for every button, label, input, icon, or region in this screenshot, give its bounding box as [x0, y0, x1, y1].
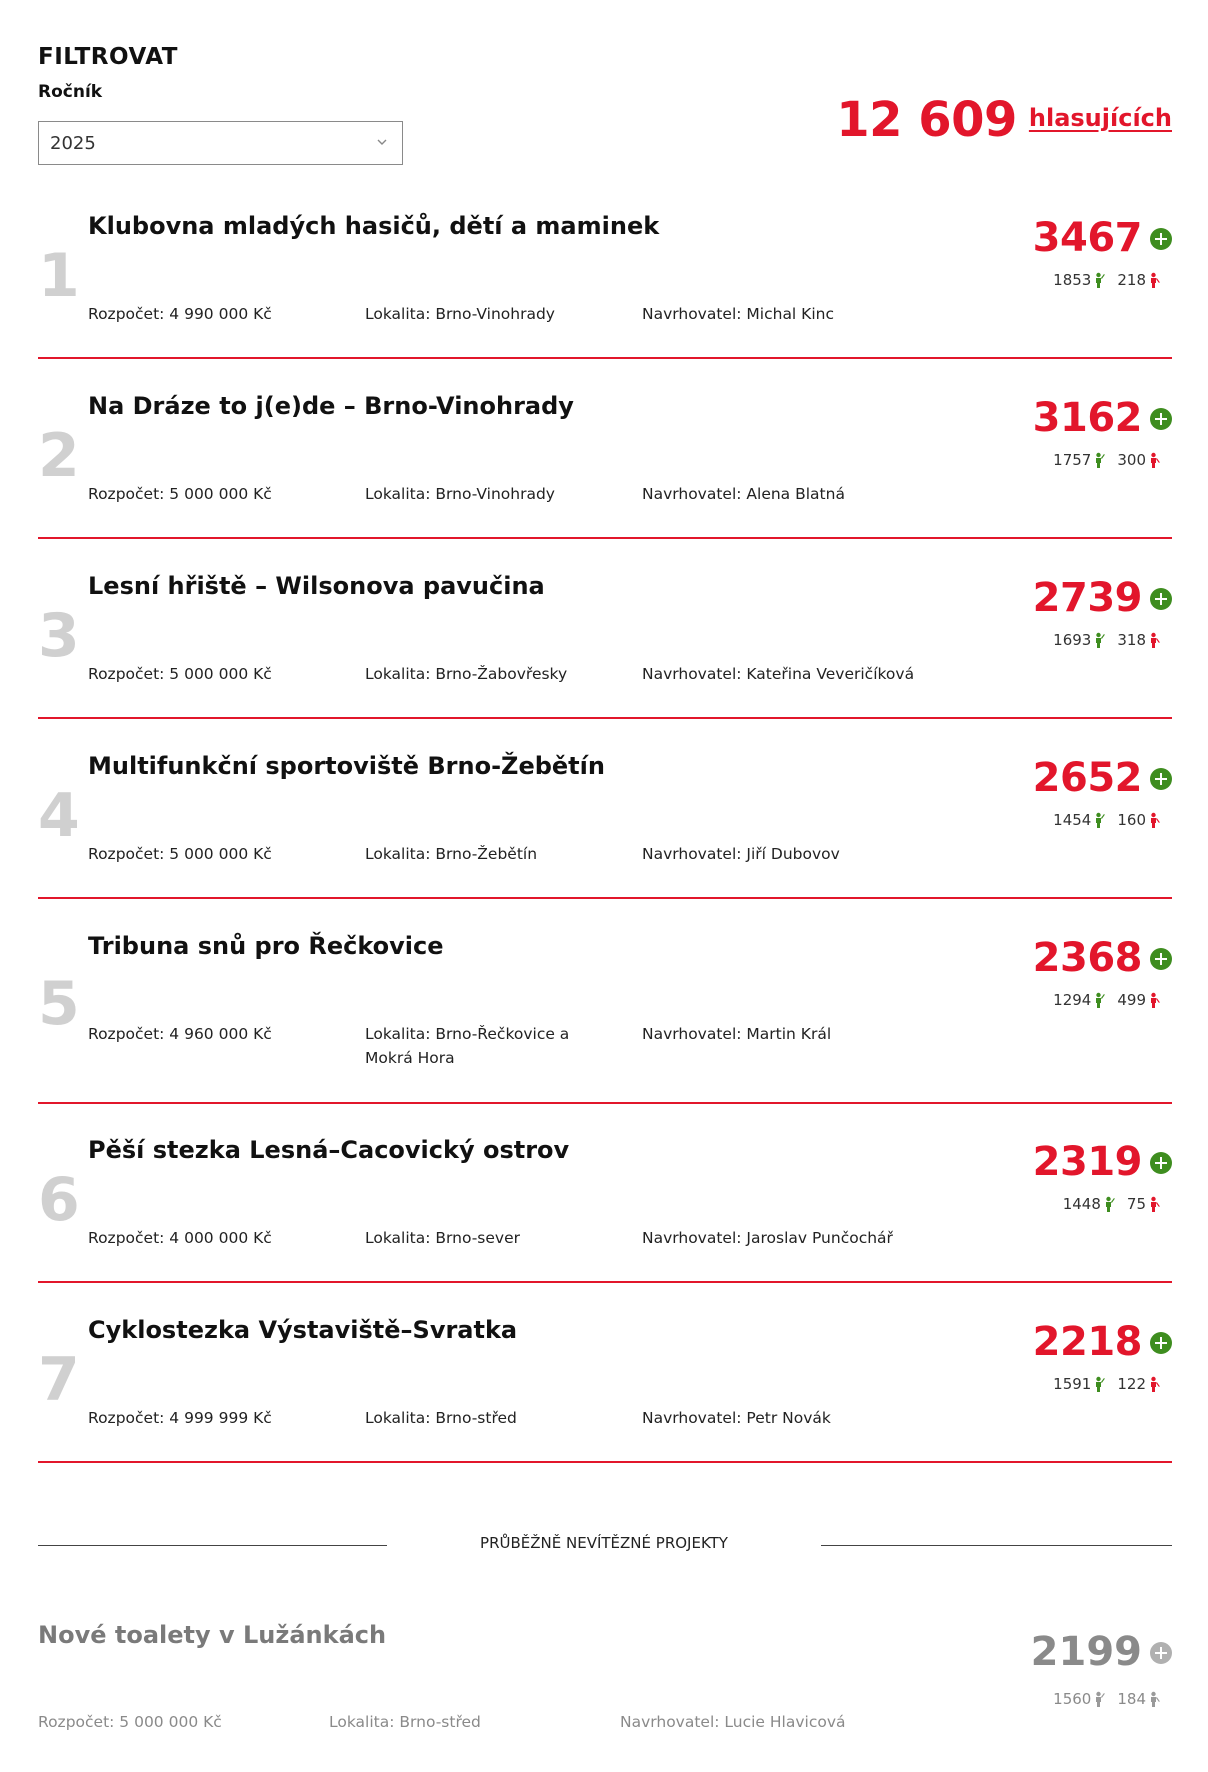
project-title[interactable]: Na Dráze to j(e)de – Brno-Vinohrady: [88, 392, 574, 420]
project-proposer: Navrhovatel: Martin Král: [642, 1025, 832, 1043]
year-label: Ročník: [38, 82, 103, 102]
project-proposer: Navrhovatel: Petr Novák: [642, 1409, 831, 1427]
project-budget: Rozpočet: 5 000 000 Kč: [88, 665, 272, 683]
project-title[interactable]: Tribuna snů pro Řečkovice: [88, 932, 444, 960]
thumbs-up-person-icon: [1092, 1376, 1105, 1393]
project-location: Lokalita: Brno-Vinohrady: [365, 485, 555, 503]
thumbs-down-person-icon: [1147, 272, 1160, 289]
vote-plus-button[interactable]: [1150, 948, 1172, 970]
negative-votes: 184: [1117, 1690, 1146, 1708]
vote-plus-button[interactable]: [1150, 588, 1172, 610]
votes-breakdown: [1053, 1375, 1160, 1393]
vote-plus-button[interactable]: [1150, 228, 1172, 250]
negative-votes: 218: [1117, 271, 1146, 289]
project-rank: 1: [38, 241, 80, 311]
thumbs-down-person-icon: [1147, 452, 1160, 469]
project-card: [38, 730, 1172, 899]
project-budget: Rozpočet: 4 990 000 Kč: [88, 305, 272, 323]
positive-votes: 1454: [1053, 811, 1092, 829]
total-voters: [836, 92, 1172, 148]
positive-votes: 1757: [1053, 451, 1092, 469]
thumbs-up-person-icon: [1092, 812, 1105, 829]
positive-votes: 1853: [1053, 271, 1092, 289]
project-location: Lokalita: Brno-sever: [365, 1229, 520, 1247]
project-title[interactable]: Klubovna mladých hasičů, dětí a maminek: [88, 212, 660, 240]
project-location: Lokalita: Brno-střed: [365, 1409, 517, 1427]
total-voters-number: 12 609: [836, 92, 1017, 148]
thumbs-up-person-icon: [1092, 632, 1105, 649]
year-select[interactable]: [38, 121, 403, 165]
negative-votes: 318: [1117, 631, 1146, 649]
project-title[interactable]: Pěší stezka Lesná–Cacovický ostrov: [88, 1136, 570, 1164]
votes-total: 2319: [1032, 1139, 1142, 1185]
filter-title: FILTROVAT: [38, 44, 178, 70]
project-budget: Rozpočet: 5 000 000 Kč: [88, 845, 272, 863]
project-location: Lokalita: Brno-Vinohrady: [365, 305, 555, 323]
negative-votes: 300: [1117, 451, 1146, 469]
votes-total: 2218: [1032, 1319, 1142, 1365]
thumbs-down-person-icon: [1147, 812, 1160, 829]
project-rank: 7: [38, 1345, 80, 1415]
positive-votes: 1448: [1062, 1195, 1101, 1213]
project-title[interactable]: Lesní hřiště – Wilsonova pavučina: [88, 572, 545, 600]
project-rank: 5: [38, 969, 80, 1039]
thumbs-up-person-icon: [1092, 1691, 1105, 1708]
vote-plus-button[interactable]: [1150, 408, 1172, 430]
year-select-value: 2025: [50, 133, 96, 154]
votes-total: 3162: [1032, 395, 1142, 441]
votes-breakdown: [1053, 1690, 1160, 1708]
project-card: [38, 370, 1172, 539]
project-budget: Rozpočet: 5 000 000 Kč: [38, 1713, 222, 1731]
votes-breakdown: [1063, 1195, 1160, 1213]
votes-breakdown: [1053, 631, 1160, 649]
project-rank: 3: [38, 601, 80, 671]
votes-total: 2739: [1032, 575, 1142, 621]
project-budget: Rozpočet: 5 000 000 Kč: [88, 485, 272, 503]
thumbs-down-person-icon: [1147, 1691, 1160, 1708]
positive-votes: 1560: [1053, 1690, 1092, 1708]
thumbs-up-person-icon: [1092, 992, 1105, 1009]
project-card: [38, 190, 1172, 359]
project-rank: 4: [38, 781, 80, 851]
thumbs-down-person-icon: [1147, 1196, 1160, 1213]
votes-breakdown: [1053, 451, 1160, 469]
negative-votes: 499: [1117, 991, 1146, 1009]
project-proposer: Navrhovatel: Jiří Dubovov: [642, 845, 840, 863]
negative-votes: 122: [1117, 1375, 1146, 1393]
project-rank: 2: [38, 421, 80, 491]
votes-breakdown: [1053, 991, 1160, 1009]
project-proposer: Navrhovatel: Lucie Hlavicová: [620, 1713, 846, 1731]
thumbs-up-person-icon: [1092, 272, 1105, 289]
vote-plus-button[interactable]: [1150, 1332, 1172, 1354]
vote-plus-button[interactable]: [1150, 1642, 1172, 1664]
thumbs-down-person-icon: [1147, 632, 1160, 649]
vote-plus-button[interactable]: [1150, 768, 1172, 790]
project-budget: Rozpočet: 4 960 000 Kč: [88, 1025, 272, 1043]
non-winning-heading: PRŮBĚŽNĚ NEVÍTĚZNÉ PROJEKTY: [480, 1534, 728, 1552]
project-votes: [1032, 575, 1172, 668]
project-votes: [1032, 1139, 1172, 1232]
negative-votes: 160: [1117, 811, 1146, 829]
vote-plus-button[interactable]: [1150, 1152, 1172, 1174]
project-location: Lokalita: Brno-Žabovřesky: [365, 665, 568, 683]
thumbs-down-person-icon: [1147, 1376, 1160, 1393]
project-proposer: Navrhovatel: Kateřina Veveričíková: [642, 665, 915, 683]
project-location: Lokalita: Brno-Žebětín: [365, 845, 538, 863]
votes-total: 2368: [1032, 935, 1142, 981]
project-card: [38, 1294, 1172, 1463]
project-card: [38, 1114, 1172, 1283]
project-votes: [1032, 395, 1172, 488]
project-proposer: Navrhovatel: Michal Kinc: [642, 305, 834, 323]
votes-total: 3467: [1032, 215, 1142, 261]
project-budget: Rozpočet: 4 999 999 Kč: [88, 1409, 272, 1427]
project-title[interactable]: Nové toalety v Lužánkách: [38, 1621, 387, 1649]
votes-breakdown: [1053, 271, 1160, 289]
positive-votes: 1591: [1053, 1375, 1092, 1393]
chevron-down-icon: [374, 134, 390, 150]
positive-votes: 1693: [1053, 631, 1092, 649]
project-rank: 6: [38, 1165, 80, 1235]
project-proposer: Navrhovatel: Alena Blatná: [642, 485, 845, 503]
project-votes: [1032, 215, 1172, 308]
project-title[interactable]: Cyklostezka Výstaviště–Svratka: [88, 1316, 518, 1344]
positive-votes: 1294: [1053, 991, 1092, 1009]
thumbs-up-person-icon: [1102, 1196, 1115, 1213]
project-location: Lokalita: Brno-Řečkovice a Mokrá Hora: [365, 1025, 570, 1067]
votes-breakdown: [1053, 811, 1160, 829]
thumbs-down-person-icon: [1147, 992, 1160, 1009]
project-location: Lokalita: Brno-střed: [329, 1713, 481, 1731]
votes-total: 2652: [1032, 755, 1142, 801]
project-card: [38, 550, 1172, 719]
project-proposer: Navrhovatel: Jaroslav Punčochář: [642, 1229, 893, 1247]
thumbs-up-person-icon: [1092, 452, 1105, 469]
project-title[interactable]: Multifunkční sportoviště Brno-Žebětín: [88, 752, 605, 780]
project-votes: [1032, 935, 1172, 1028]
project-votes: [1032, 1319, 1172, 1412]
negative-votes: 75: [1126, 1195, 1146, 1213]
project-budget: Rozpočet: 4 000 000 Kč: [88, 1229, 272, 1247]
votes-total: 2199: [1030, 1629, 1142, 1675]
voters-link[interactable]: hlasujících: [1028, 104, 1172, 132]
project-card: [38, 910, 1172, 1104]
project-votes: [1032, 755, 1172, 848]
